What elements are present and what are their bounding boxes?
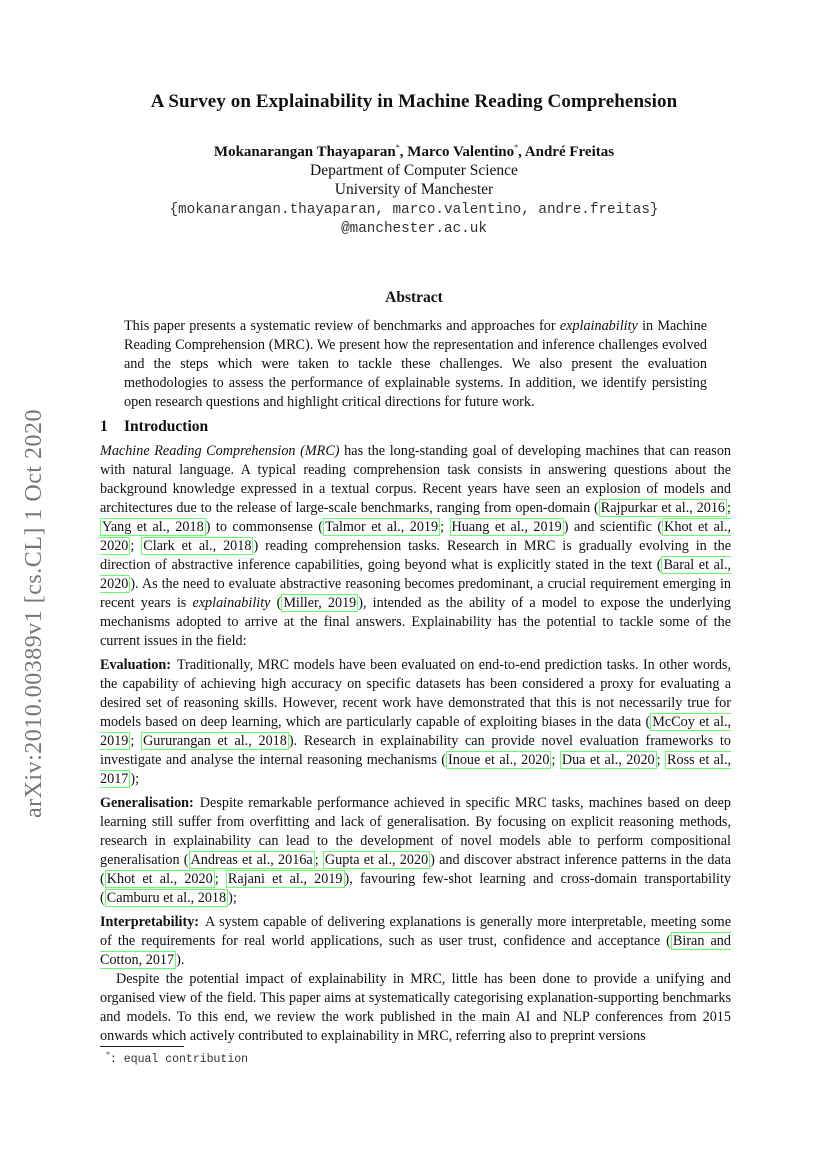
run-in-heading: Generalisation:: [100, 795, 194, 811]
citation-link[interactable]: Rajpurkar et al., 2016: [600, 500, 726, 516]
generalisation-paragraph: Generalisation: Despite remarkable performance achieved in specific MRC tasks, machines based on deep learning still suffer from overfitting and lack of generalisation. By focusing on explicit reasoning methods, research in explainability can lead to the development of novel models able to perform compositional generalisation ( Andreas et al., 2016a ; Gupta et al., 2020 ) and discover abstract inference patterns in the data ( Khot et al., 2020 ; Rajani et al., 2019 ), favouring few-shot learning and cross-domain transportability ( Camburu et al., 2018 );: [100, 795, 731, 906]
citation-link[interactable]: McCoy et al., 2019: [100, 714, 731, 749]
citation-link[interactable]: Camburu et al., 2018: [106, 890, 227, 906]
citation-link[interactable]: Andreas et al., 2016a: [190, 852, 313, 868]
section-title: Introduction: [124, 418, 209, 435]
citation-link[interactable]: Clark et al., 2018: [143, 538, 252, 554]
email-domain: @manchester.ac.uk: [341, 221, 487, 237]
citation-link[interactable]: Ross et al., 2017: [100, 752, 731, 787]
arxiv-stamp: arXiv:2010.00389v1 [cs.CL] 1 Oct 2020: [21, 408, 48, 818]
intro-paragraph: Machine Reading Comprehension (MRC) has the long-standing goal of developing machines that can reason with natural language. A typical reading comprehension task consists in answering questions about the background knowledge expressed in a textual corpus. Recent years have seen an explosion of models and architectures due to the release of large-scale benchmarks, ranging from open-domain ( Rajpurkar et al., 2016 ; Yang et al., 2018 ) to commonsense ( Talmor et al., 2019 ; Huang et al., 2019 ) and scientific ( Khot et al., 2020 ; Clark et al., 2018 ) reading comprehension tasks. Research in MRC is gradually evolving in the direction of abstractive inference capabilities, going beyond what is explicitly stated in the text ( Baral et al., 2020 ). As the need to evaluate abstractive reasoning becomes predominant, a crucial requirement emerging in recent years is explainability ( Miller, 2019 ), intended as the ability of a model to expose the underlying mechanisms adopted to arrive at the final answers. Explainability has the potential to tackle some of the current issues in the field:: [100, 443, 732, 649]
citation-link[interactable]: Khot et al., 2020: [106, 871, 213, 887]
citation-link[interactable]: Talmor et al., 2019: [324, 519, 439, 535]
citation-link[interactable]: Rajani et al., 2019: [227, 871, 343, 887]
citation-link[interactable]: Khot et al., 2020: [100, 519, 732, 554]
citation-link[interactable]: Biran and Cotton, 2017: [100, 933, 731, 968]
author-name: Mokanarangan Thayaparan: [213, 144, 396, 160]
footnote-mark: *: [106, 1050, 110, 1059]
citation-link[interactable]: Gupta et al., 2020: [324, 852, 429, 868]
department: Department of Computer Science: [310, 162, 518, 179]
section-number: 1: [100, 418, 108, 435]
interpretability-paragraph: Interpretability: A system capable of delivering explanations is generally more interpretable, meeting some of the requirements for real world applications, such as user trust, confidence and acceptance ( Biran and Cotton, 2017 ).: [100, 914, 731, 968]
paper-title: A Survey on Explainability in Machine Reading Comprehension: [150, 91, 678, 112]
footnote-text: : equal contribution: [110, 1052, 249, 1066]
abstract-body: This paper presents a systematic review of benchmarks and approaches for explainability in Machine Reading Comprehension (MRC). We present how the representation and inference challenges evolved and the steps which were taken to tackle these challenges. We also present the evaluation methodologies to assess the performance of explainable systems. In addition, we identify persisting open research questions and highlight critical directions for future work.: [124, 318, 707, 411]
author-emails: {mokanarangan.thayaparan, marco.valentino, andre.freitas}: [169, 202, 659, 218]
section-body: [100, 442, 731, 1046]
citation-link[interactable]: Huang et al., 2019: [451, 519, 562, 535]
author-name: André Freitas: [524, 144, 615, 160]
run-in-heading: Interpretability:: [100, 914, 200, 930]
equal-contribution-mark: *: [514, 143, 519, 152]
footnote-rule: [100, 1046, 184, 1047]
equal-contribution-mark: *: [395, 143, 400, 152]
author-name: Marco Valentino: [407, 144, 515, 160]
citation-link[interactable]: Inoue et al., 2020: [448, 752, 550, 768]
run-in-heading: Evaluation:: [100, 657, 171, 673]
citation-link[interactable]: Gururangan et al., 2018: [143, 733, 287, 749]
closing-paragraph: Despite the potential impact of explainability in MRC, little has been done to provide a unifying and organised view of the field. This paper aims at systematically categorising explanation-supporting benchmarks and models. To this end, we review the work published in the main AI and NLP conferences from 2015 onwards which actively contributed to explainability in MRC, referring also to preprint versions: [100, 971, 731, 1044]
footnote: [106, 1050, 248, 1066]
citation-link[interactable]: Dua et al., 2020: [561, 752, 655, 768]
citation-link[interactable]: Baral et al., 2020: [100, 557, 732, 592]
section-heading: [100, 418, 208, 436]
university: University of Manchester: [334, 181, 494, 198]
abstract-heading: Abstract: [385, 289, 443, 306]
citation-link[interactable]: Yang et al., 2018: [102, 519, 204, 535]
evaluation-paragraph: Evaluation: Traditionally, MRC models have been evaluated on end-to-end prediction tasks. In other words, the capability of achieving high accuracy on specific datasets has been considered a proxy for evaluating a desired set of reasoning skills. However, recent work have demonstrated that this is not necessarily true for models based on deep learning, which are particularly capable of exploiting biases in the data ( McCoy et al., 2019 ; Gururangan et al., 2018 ). Research in explainability can provide novel evaluation frameworks to investigate and analyse the internal reasoning mechanisms ( Inoue et al., 2020 ; Dua et al., 2020 ; Ross et al., 2017 );: [100, 657, 731, 787]
author-list: Mokanarangan Thayaparan*, Marco Valentino*, André Freitas: [213, 143, 615, 160]
citation-link[interactable]: Miller, 2019: [283, 595, 357, 611]
